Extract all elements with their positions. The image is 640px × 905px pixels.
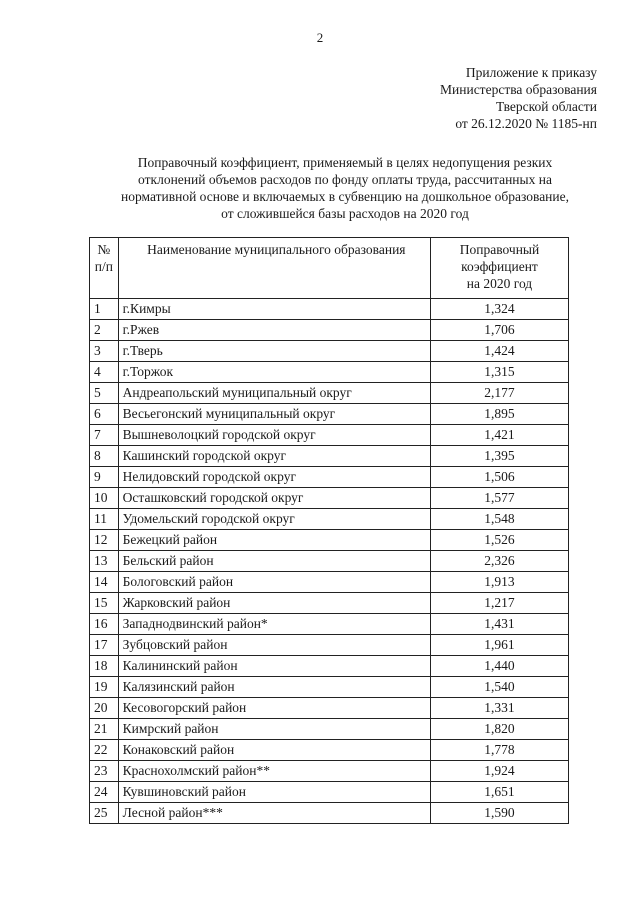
table-row [90,656,569,677]
row-name: Калининский район [118,656,430,677]
row-name: Калязинский район [118,677,430,698]
row-name: Зубцовский район [118,635,430,656]
row-coefficient: 1,506 [430,467,568,488]
appendix-line: Приложение к приказу [465,65,597,80]
table-body [90,299,569,824]
row-name: Андреапольский муниципальный округ [118,383,430,404]
row-number: 13 [90,551,119,572]
appendix-line: Министерства образования [440,82,597,97]
title-line: нормативной основе и включаемых в субвенцию на дошкольное образование, [121,189,569,204]
row-name: Кимрский район [118,719,430,740]
row-name: Весьегонский муниципальный округ [118,404,430,425]
row-name: Удомельский городской округ [118,509,430,530]
row-coefficient: 1,324 [430,299,568,320]
table-row [90,362,569,383]
row-number: 24 [90,782,119,803]
row-coefficient: 1,421 [430,425,568,446]
table-row [90,719,569,740]
row-name: Кувшиновский район [118,782,430,803]
row-name: Кесовогорский район [118,698,430,719]
table-row [90,635,569,656]
row-name: Кашинский городской округ [118,446,430,467]
row-name: Бологовский район [118,572,430,593]
header-coefficient-line: коэффициент [461,259,538,274]
row-coefficient: 1,217 [430,593,568,614]
title-line: от сложившейся базы расходов на 2020 год [221,206,469,221]
row-number: 6 [90,404,119,425]
row-number: 18 [90,656,119,677]
row-number: 2 [90,320,119,341]
row-name: г.Торжок [118,362,430,383]
table-row [90,677,569,698]
row-number: 17 [90,635,119,656]
row-coefficient: 1,395 [430,446,568,467]
row-name: Жарковский район [118,593,430,614]
title-line: отклонений объемов расходов по фонду оплаты труда, рассчитанных на [138,172,552,187]
row-number: 22 [90,740,119,761]
row-coefficient: 1,778 [430,740,568,761]
table-row [90,698,569,719]
table-row [90,320,569,341]
table-row [90,404,569,425]
row-coefficient: 2,177 [430,383,568,404]
header-name [118,238,430,299]
row-name: Краснохолмский район** [118,761,430,782]
appendix-line: от 26.12.2020 № 1185-нп [455,116,597,131]
row-coefficient: 1,548 [430,509,568,530]
row-number: 11 [90,509,119,530]
table-row [90,782,569,803]
row-coefficient: 1,331 [430,698,568,719]
row-number: 3 [90,341,119,362]
table-header-row [90,238,569,299]
row-number: 20 [90,698,119,719]
appendix-line: Тверской области [496,99,597,114]
row-coefficient: 1,913 [430,572,568,593]
header-coefficient [430,238,568,299]
row-coefficient: 1,440 [430,656,568,677]
row-name: г.Тверь [118,341,430,362]
row-number: 23 [90,761,119,782]
row-number: 14 [90,572,119,593]
row-coefficient: 1,706 [430,320,568,341]
row-name: Осташковский городской округ [118,488,430,509]
appendix-header [440,64,597,132]
table-row [90,341,569,362]
row-number: 10 [90,488,119,509]
table-row [90,530,569,551]
row-number: 12 [90,530,119,551]
row-number: 8 [90,446,119,467]
table-row [90,593,569,614]
row-number: 19 [90,677,119,698]
header-number-line: № [97,242,111,257]
table-row [90,509,569,530]
row-coefficient: 1,540 [430,677,568,698]
table-row [90,614,569,635]
row-coefficient: 1,577 [430,488,568,509]
table-row [90,383,569,404]
header-coefficient-line: Поправочный [459,242,540,257]
row-name: Бельский район [118,551,430,572]
table-row [90,572,569,593]
table-row [90,551,569,572]
page-number: 2 [316,30,324,45]
title-line: Поправочный коэффициент, применяемый в целях недопущения резких [137,155,553,170]
row-number: 4 [90,362,119,383]
row-number: 1 [90,299,119,320]
row-name: г.Ржев [118,320,430,341]
row-number: 9 [90,467,119,488]
row-number: 25 [90,803,119,824]
row-coefficient: 1,590 [430,803,568,824]
header-name-text: Наименование муниципального образования [147,242,406,257]
table-row [90,446,569,467]
row-coefficient: 2,326 [430,551,568,572]
row-name: Конаковский район [118,740,430,761]
table-row [90,299,569,320]
row-name: Бежецкий район [118,530,430,551]
coefficient-table [89,237,569,824]
row-name: Лесной район*** [118,803,430,824]
table-row [90,425,569,446]
header-number-line: п/п [94,259,113,274]
row-name: Западнодвинский район* [118,614,430,635]
row-coefficient: 1,961 [430,635,568,656]
row-coefficient: 1,924 [430,761,568,782]
document-title [80,154,610,222]
row-number: 7 [90,425,119,446]
row-name: Вышневолоцкий городской округ [118,425,430,446]
table-row [90,740,569,761]
row-coefficient: 1,895 [430,404,568,425]
row-number: 15 [90,593,119,614]
row-coefficient: 1,431 [430,614,568,635]
row-number: 5 [90,383,119,404]
row-coefficient: 1,651 [430,782,568,803]
table-row [90,488,569,509]
row-number: 21 [90,719,119,740]
header-coefficient-line: на 2020 год [466,276,533,291]
row-name: Нелидовский городской округ [118,467,430,488]
row-coefficient: 1,526 [430,530,568,551]
row-coefficient: 1,315 [430,362,568,383]
row-number: 16 [90,614,119,635]
row-name: г.Кимры [118,299,430,320]
table-row [90,761,569,782]
table-row [90,467,569,488]
row-coefficient: 1,820 [430,719,568,740]
header-number [90,238,119,299]
table-row [90,803,569,824]
row-coefficient: 1,424 [430,341,568,362]
